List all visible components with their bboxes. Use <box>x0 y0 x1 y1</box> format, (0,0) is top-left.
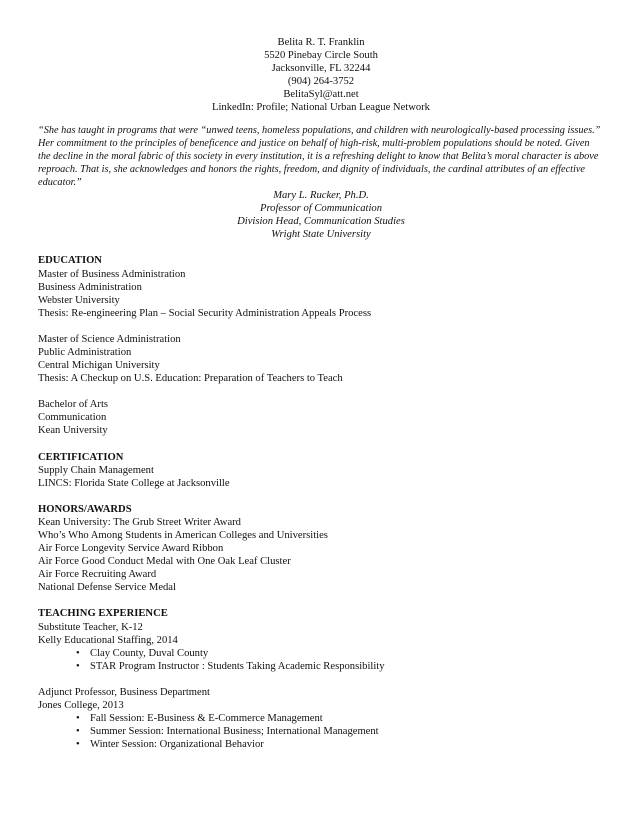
certification-item: Supply Chain Management <box>38 464 154 476</box>
education-section <box>38 254 604 437</box>
job-bullets <box>38 647 604 673</box>
degree-field: Public Administration <box>38 346 132 358</box>
section-heading: CERTIFICATION <box>38 451 124 463</box>
quote-author-title: Professor of Communication <box>259 203 383 215</box>
testimonial-attribution <box>38 189 604 241</box>
section-heading: TEACHING EXPERIENCE <box>38 608 168 620</box>
degree-school: Central Michigan University <box>38 360 160 372</box>
job-organization: Kelly Educational Staffing, 2014 <box>38 634 178 646</box>
job-entry <box>38 686 604 751</box>
degree-school: Kean University <box>38 425 108 437</box>
job-organization: Jones College, 2013 <box>38 700 124 712</box>
degree-thesis: Thesis: Re-engineering Plan – Social Security Administration Appeals Process <box>38 307 372 319</box>
degree-thesis: Thesis: A Checkup on U.S. Education: Preparation of Teachers to Teach <box>38 373 343 385</box>
award-item: National Defense Service Medal <box>38 582 176 594</box>
degree-entry <box>38 333 604 385</box>
job-role: Substitute Teacher, K-12 <box>38 621 143 633</box>
teaching-section <box>38 607 604 751</box>
degree-entry <box>38 398 604 437</box>
bullet-item: • STAR Program Instructor : Students Taking Academic Responsibility <box>76 660 604 673</box>
certification-section <box>38 451 604 490</box>
bullet-item: • Winter Session: Organizational Behavior <box>76 738 604 751</box>
award-item: Air Force Longevity Service Award Ribbon <box>38 543 224 555</box>
award-item: Air Force Recruiting Award <box>38 569 157 581</box>
quote-author-university: Wright State University <box>271 229 371 241</box>
degree-title: Bachelor of Arts <box>38 399 109 411</box>
degree-title: Master of Science Administration <box>38 333 181 345</box>
section-heading: HONORS/AWARDS <box>38 503 132 515</box>
award-item: Air Force Good Conduct Medal with One Oak Leaf Cluster <box>38 556 291 568</box>
section-heading: EDUCATION <box>38 255 102 267</box>
testimonial-quote: “She has taught in programs that were “unwed teens, homeless populations, and children with neurologically-based processing issues.” Her commitment to the principles of beneficence and justice on behalf of high-risk, multi-problem populations should be noted. Given the decline in the moral fabric of this society in every institution, it is a refreshing delight to know that Belita’s moral character is above reproach. That is, she acknowledges and honors the rights, freedom, and dignity of individuals, the cardinal attributes of an effective educator.” <box>38 124 601 188</box>
bullet-item: • Clay County, Duval County <box>76 647 604 660</box>
degree-field: Communication <box>38 412 107 424</box>
job-bullets <box>38 712 604 751</box>
degree-field: Business Administration <box>38 281 142 293</box>
bullet-item: • Fall Session: E-Business & E-Commerce Management <box>76 712 604 725</box>
award-item: Kean University: The Grub Street Writer Award <box>38 516 241 528</box>
bullet-item: • Summer Session: International Business; International Management <box>76 725 604 738</box>
contact-header <box>38 36 604 115</box>
address-line-1: 5520 Pinebay Circle South <box>264 50 378 62</box>
degree-school: Webster University <box>38 294 120 306</box>
address-line-2: Jacksonville, FL 32244 <box>271 63 371 75</box>
degree-entry <box>38 268 604 320</box>
honors-section <box>38 503 604 595</box>
phone-number: (904) 264-3752 <box>287 76 355 88</box>
candidate-name: Belita R. T. Franklin <box>277 37 365 48</box>
quote-author: Mary L. Rucker, Ph.D. <box>273 190 369 202</box>
job-entry <box>38 621 604 673</box>
linkedin-line: LinkedIn: Profile; National Urban League Network <box>212 102 430 114</box>
degree-title: Master of Business Administration <box>38 268 186 280</box>
award-item: Who’s Who Among Students in American Colleges and Universities <box>38 530 328 541</box>
quote-author-division: Division Head, Communication Studies <box>237 216 405 228</box>
job-role: Adjunct Professor, Business Department <box>38 686 210 698</box>
email-address: BelitaSyl@att.net <box>283 89 359 101</box>
certification-item: LINCS: Florida State College at Jacksonville <box>38 477 230 489</box>
